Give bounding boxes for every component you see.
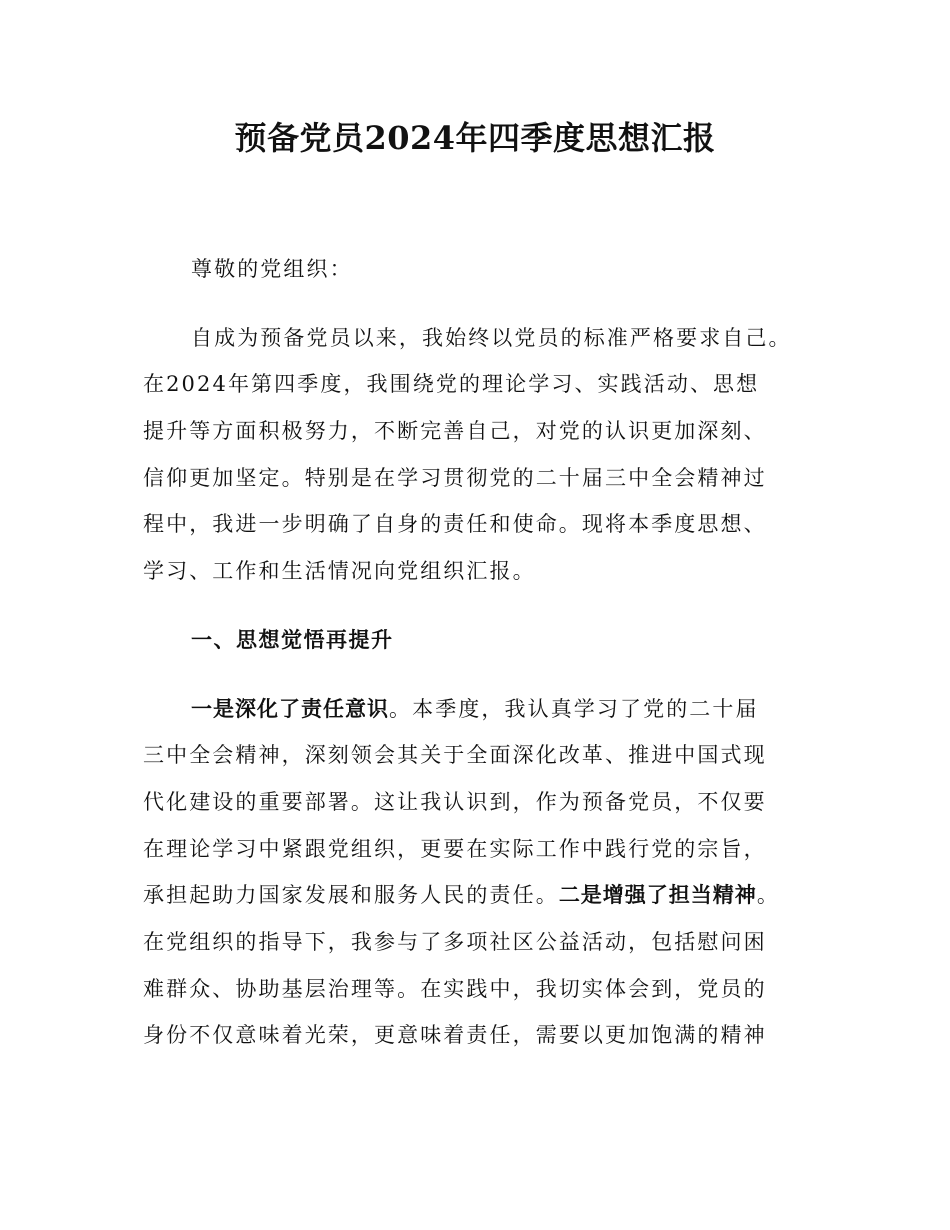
paragraph-line: 代化建设的重要部署。这让我认识到，作为预备党员，不仅要 [143,789,767,814]
section1-paragraph [143,686,828,1060]
paragraph-gap [143,595,828,617]
paragraph-gap [143,293,828,315]
paragraph-line: 提升等方面积极努力，不断完善自己，对党的认识更加深刻、 [143,419,767,444]
paragraph-line [143,872,828,919]
salutation: 尊敬的党组织： [191,257,353,281]
paragraph-line: 在党组织的指导下，我参与了多项社区公益活动，包括慰问困 [143,929,767,954]
paragraph-text: 。本季度，我认真学习了党的二十届 [389,696,759,721]
paragraph-line: 难群众、协助基层治理等。在实践中，我切实体会到，党员的 [143,976,767,1001]
paragraph-text: 。 [756,883,780,908]
paragraph-line: 身份不仅意味着光荣，更意味着责任，需要以更加饱满的精神 [143,1023,767,1048]
paragraph-line: 自成为预备党员以来，我始终以党员的标准严格要求自己。 [191,325,792,350]
document-title: 预备党员2024年四季度思想汇报 [234,119,716,157]
document-body [143,246,828,1059]
intro-paragraph [143,315,828,595]
paragraph-line: 学习、工作和生活情况向党组织汇报。 [143,559,536,584]
paragraph-line: 信仰更加坚定。特别是在学习贯彻党的二十届三中全会精神过 [143,465,767,490]
bold-lead-text: 一是深化了责任意识 [191,696,389,721]
paragraph-text: 承担起助力国家发展和服务人民的责任。 [143,883,559,908]
paragraph-line: 在理论学习中紧跟党组织，更要在实际工作中践行党的宗旨， [143,836,767,861]
paragraph-line: 程中，我进一步明确了自身的责任和使命。现将本季度思想、 [143,512,767,537]
bold-lead-text: 二是增强了担当精神 [558,883,757,908]
paragraph-line: 在2024年第四季度，我围绕党的理论学习、实践活动、思想 [143,372,760,397]
paragraph-gap [143,664,828,686]
paragraph-line: 三中全会精神，深刻领会其关于全面深化改革、推进中国式现 [143,743,767,768]
section-heading: 一、思想觉悟再提升 [191,627,394,652]
paragraph-line [143,686,828,733]
